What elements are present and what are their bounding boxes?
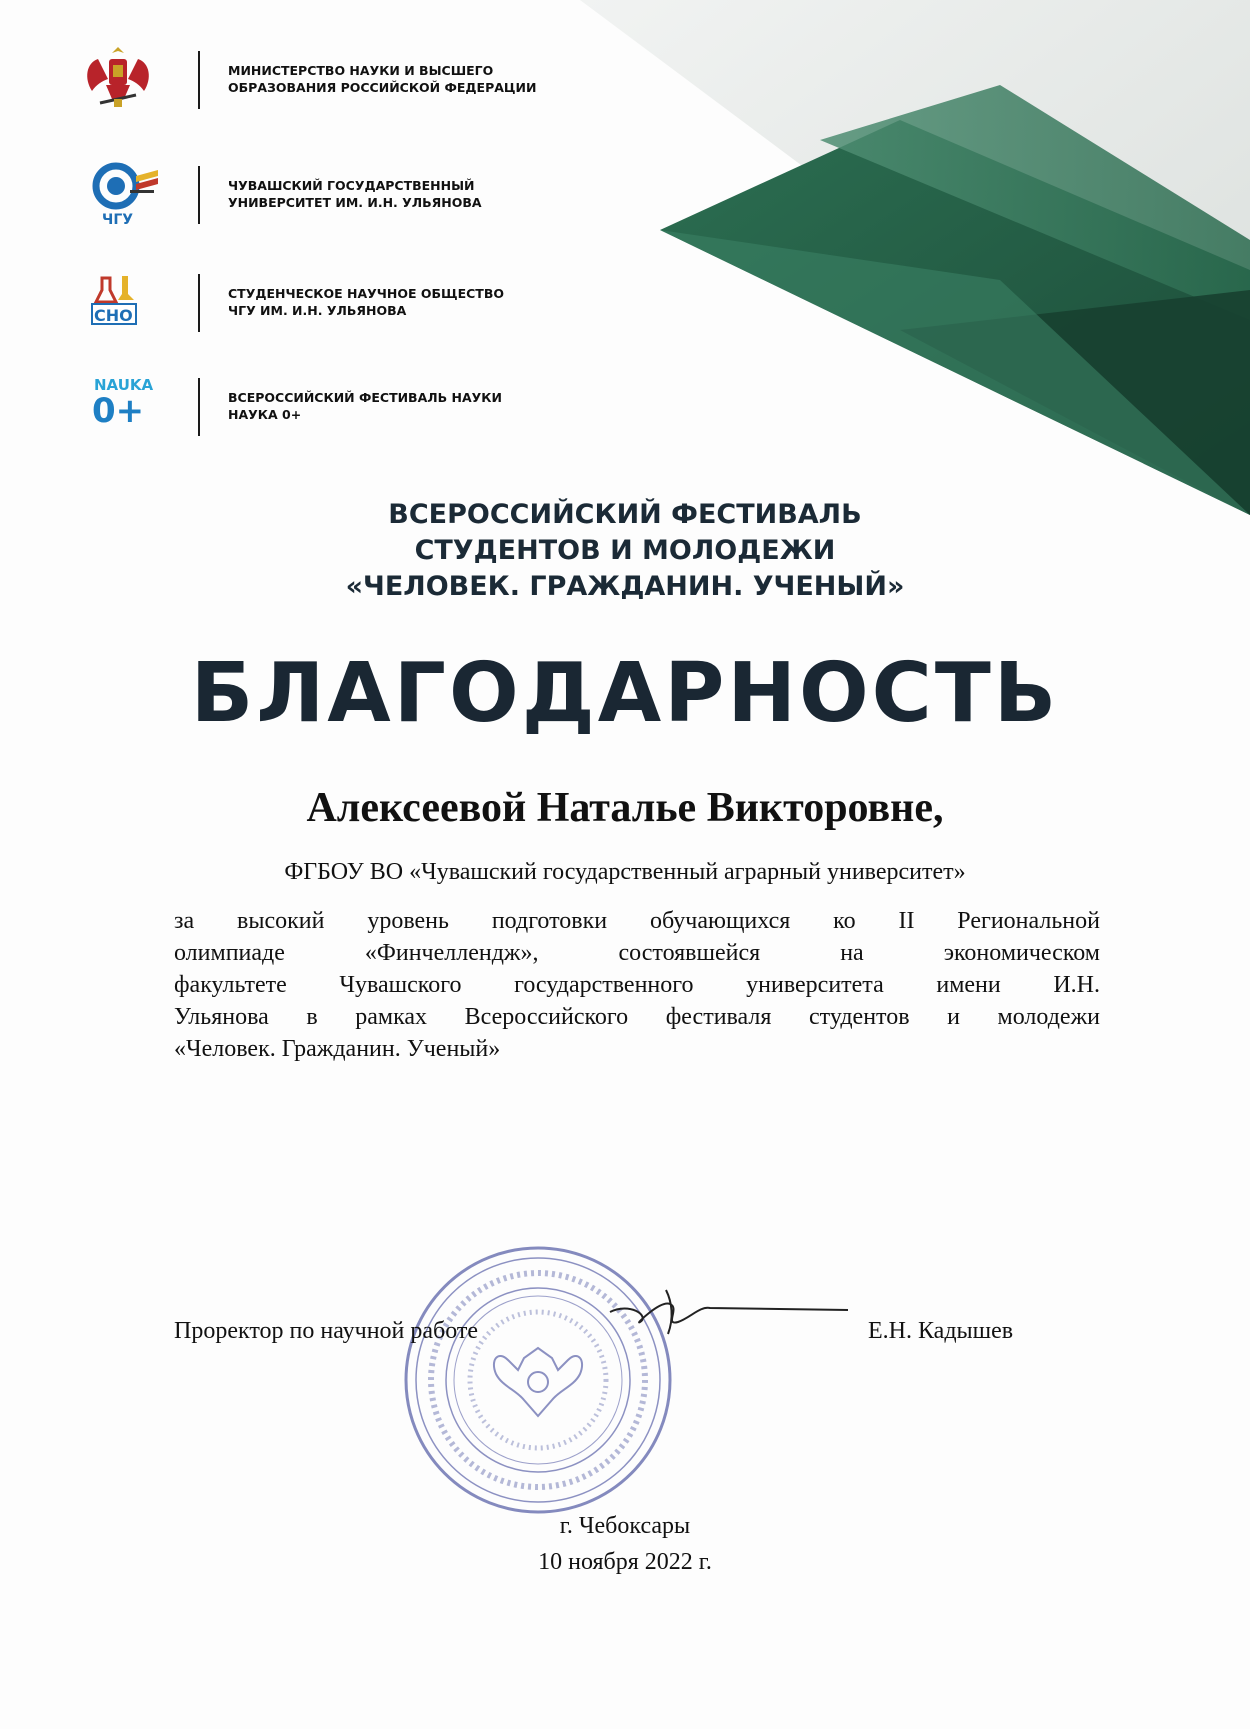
org-chgu [78, 160, 778, 230]
org-name-line: ЧУВАШСКИЙ ГОСУДАРСТВЕННЫЙ [228, 178, 475, 193]
russian-eagle-emblem-icon [78, 45, 188, 115]
org-name [228, 62, 728, 96]
body-line: за высокий уровень подготовки обучающихся ко II Региональной [174, 908, 1100, 934]
signatory-name: Е.Н. Кадышев [868, 1318, 1014, 1344]
org-name-line: МИНИСТЕРСТВО НАУКИ И ВЫСШЕГО [228, 63, 494, 78]
festival-title-line: ВСЕРОССИЙСКИЙ ФЕСТИВАЛЬ [388, 499, 862, 530]
nauka-logo-text: NAUKA [94, 376, 154, 394]
org-name-line: СТУДЕНЧЕСКОЕ НАУЧНОЕ ОБЩЕСТВО [228, 286, 504, 301]
recipient-name: Алексеевой Наталье Викторовне, [306, 785, 944, 831]
body-line: факультете Чувашского государственного университета имени И.Н. [174, 972, 1100, 998]
sno-logo-icon [78, 268, 188, 338]
separator-line [198, 378, 200, 436]
issue-place: г. Чебоксары [559, 1513, 691, 1539]
body-line: «Человек. Гражданин. Ученый» [174, 1036, 501, 1062]
separator-line [198, 274, 200, 332]
separator-line [198, 166, 200, 224]
chgu-logo-text: ЧГУ [102, 212, 134, 228]
org-sno [78, 268, 778, 338]
document-title: БЛАГОДАРНОСТЬ [190, 646, 1060, 741]
festival-title-line: «ЧЕЛОВЕК. ГРАЖДАНИН. УЧЕНЫЙ» [345, 571, 905, 602]
festival-title [0, 497, 1250, 605]
recipient-affiliation: ФГБОУ ВО «Чувашский государственный аграрный университет» [284, 859, 966, 885]
handwritten-signature [600, 1282, 850, 1352]
org-name [228, 177, 728, 211]
org-name-line: ВСЕРОССИЙСКИЙ ФЕСТИВАЛЬ НАУКИ [228, 390, 502, 405]
org-name-line: ЧГУ ИМ. И.Н. УЛЬЯНОВА [228, 303, 407, 318]
nauka-logo-number: 0+ [92, 391, 145, 431]
nauka-logo-icon [78, 372, 188, 442]
org-nauka [78, 372, 778, 442]
festival-title-line: СТУДЕНТОВ И МОЛОДЕЖИ [414, 535, 836, 566]
org-name-line: НАУКА 0+ [228, 407, 302, 422]
separator-line [198, 51, 200, 109]
org-ministry [78, 45, 778, 115]
body-line: олимпиаде «Финчеллендж», состоявшейся на экономическом [174, 940, 1100, 966]
org-name-line: УНИВЕРСИТЕТ ИМ. И.Н. УЛЬЯНОВА [228, 195, 482, 210]
sno-logo-text: СНО [94, 306, 133, 325]
org-name [228, 285, 728, 319]
org-name [228, 389, 728, 423]
certificate-body [174, 905, 1100, 1065]
issue-date: 10 ноября 2022 г. [538, 1549, 712, 1575]
body-line: Ульянова в рамках Всероссийского фестиваля студентов и молодежи [174, 1004, 1100, 1030]
signatory-title: Проректор по научной работе [174, 1318, 479, 1344]
chgu-logo-icon [78, 160, 188, 230]
org-name-line: ОБРАЗОВАНИЯ РОССИЙСКОЙ ФЕДЕРАЦИИ [228, 80, 537, 95]
